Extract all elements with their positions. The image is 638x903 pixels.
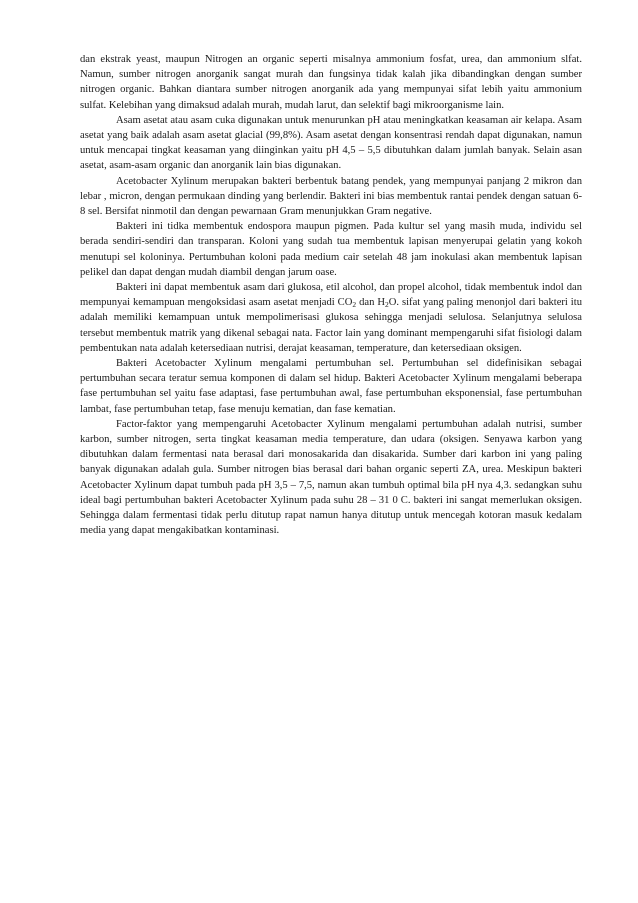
paragraph-text: Factor-faktor yang mempengaruhi Acetobacter Xylinum mengalami pertumbuhan adalah nutrisi, sumber karbon, sumber nitrogen, serta tingkat keasaman media temperature, dan udara (oksigen. Senyawa karbon yang dibutuhkan dalam fermentasi nata berasal dari monosakarida dan disakarida. Sumber dari karbon ini yang paling banyak digunakan adalah gula. Sumber nitrogen bias berasal dari bahan organic seperti ZA, urea. Meskipun bakteri Acetobacter Xylinum dapat tumbuh pada pH 3,5 – 7,5, namun akan tumbuh optimal bila pH nya 4,3. sedangkan suhu ideal bagi pertumbuhan bakteri Acetobacter Xylinum pada suhu 28 – 31 0 C. bakteri ini sangat memerlukan oksigen. Sehingga dalam fermentasi tidak perlu ditutup rapat namun hanya ditutup untuk mencegah kotoran masuk kedalam media yang dapat mengakibatkan kontaminasi. <box>80 418 582 537</box>
subscript: 2 <box>352 300 357 310</box>
paragraph-text: Bakteri Acetobacter Xylinum mengalami pertumbuhan sel. Pertumbuhan sel didefinisikan sebagai pertumbuhan secara teratur semua komponen di dalam sel hidup. Bakteri Acetobacter Xylinum mengalami beberapa fase pertumbuhan sel yaitu fase adaptasi, fase pertumbuhan awal, fase pertumbuhan eksponensial, fase pertumbuhan lambat, fase pertumbuhan tetap, fase menuju kematian, dan fase kematian. <box>80 358 582 415</box>
paragraph-4 <box>80 219 582 280</box>
paragraph-text: Asam asetat atau asam cuka digunakan untuk menurunkan pH atau meningkatkan keasaman air kelapa. Asam asetat yang baik adalah asam asetat glacial (99,8%). Asam asetat dengan konsentrasi rendah dapat digunakan, namun untuk mencapai tingkat keasaman yang diinginkan yaitu pH 4,5 – 5,5 dibutuhkan dalam jumlah banyak. Selain asan asetat, asam-asam organic dan anorganik lain bias digunakan. <box>80 114 582 172</box>
paragraph-text: dan H <box>356 297 385 309</box>
paragraph-text: O. sifat yang paling menonjol dari bakteri itu adalah memiliki kemampuan untuk mempolimerisasi glukosa sehingga menjadi selulosa. Selanjutnya selulosa tersebut membentuk matrik yang dikenal sebagai nata. Factor lain yang dominant mempengaruhi sifat fisiologi dalam pembentukan nata adalah ketersediaan nutrisi, derajat keasaman, temperature, dan ketersediaan oksigen. <box>80 297 582 354</box>
paragraph-text: Bakteri ini tidka membentuk endospora maupun pigmen. Pada kultur sel yang masih muda, individu sel berada sendiri-sendiri dan transparan. Koloni yang sudah tua membentuk lapisan menyerupai gelatin yang kokoh menutupi sel koloninya. Pertumbuhan koloni pada medium cair setelah 48 jam inokulasi akan membentuk lapisan pelikel dan dapat dengan mudah diambil dengan jarum oase. <box>80 221 582 278</box>
paragraph-text: dan ekstrak yeast, maupun Nitrogen an organic seperti misalnya ammonium fosfat, urea, dan ammonium slfat. Namun, sumber nitrogen anorganik sangat murah dan fungsinya tidak kalah jika dibandingkan dengan sumber nitrogen organic. Bahkan diantara sumber nitrogen anorganik ada yang mempunyai sifat lebih yaitu ammonium sulfat. Kelebihan yang dimaksud adalah murah, mudah larut, dan selektif bagi mikroorganisme lain. <box>80 54 582 111</box>
subscript: 2 <box>384 300 389 310</box>
document-page <box>80 52 582 539</box>
paragraph-5 <box>80 280 582 356</box>
paragraph-text: Acetobacter Xylinum merupakan bakteri berbentuk batang pendek, yang mempunyai panjang 2 mikron dan lebar , micron, dengan permukaan dinding yang berlendir. Bakteri ini bias membentuk rantai pendek dengan satuan 6-8 sel. Bersifat ninmotil dan dengan pewarnaan Gram menunjukkan Gram negative. <box>80 175 582 218</box>
paragraph-2 <box>80 113 582 174</box>
paragraph-text: Bakteri ini dapat membentuk asam dari glukosa, etil alcohol, dan propel alcohol, tidak membentuk indol dan mempunyai kemampuan mengoksidasi asam asetat menjadi CO <box>80 282 582 309</box>
paragraph-3 <box>80 174 582 220</box>
paragraph-7 <box>80 417 582 539</box>
paragraph-1 <box>80 52 582 113</box>
paragraph-6 <box>80 356 582 417</box>
